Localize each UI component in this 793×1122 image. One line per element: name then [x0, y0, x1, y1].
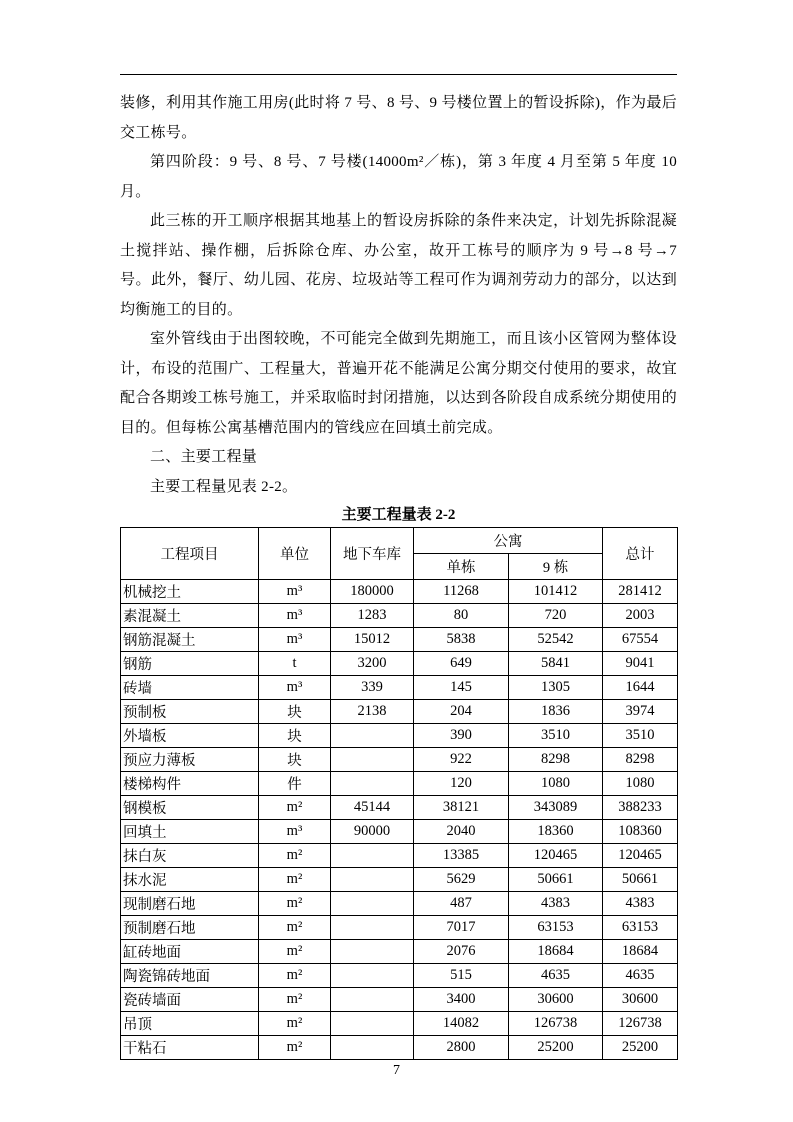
cell-nine: 1080	[509, 772, 603, 796]
cell-single: 515	[414, 964, 509, 988]
cell-garage	[331, 1012, 414, 1036]
page-content	[120, 89, 677, 1060]
cell-unit: m²	[259, 844, 331, 868]
cell-project: 抹白灰	[121, 844, 259, 868]
table-row	[121, 892, 678, 916]
header-nine: 9 栋	[509, 554, 603, 580]
cell-total: 3510	[603, 724, 678, 748]
cell-garage	[331, 772, 414, 796]
cell-project: 瓷砖墙面	[121, 988, 259, 1012]
cell-nine: 18360	[509, 820, 603, 844]
cell-total: 9041	[603, 652, 678, 676]
cell-garage	[331, 940, 414, 964]
cell-project: 砖墙	[121, 676, 259, 700]
header-project: 工程项目	[121, 528, 259, 580]
cell-garage	[331, 748, 414, 772]
table-row	[121, 628, 678, 652]
cell-unit: t	[259, 652, 331, 676]
cell-total: 25200	[603, 1036, 678, 1060]
table-row	[121, 580, 678, 604]
cell-unit: 块	[259, 700, 331, 724]
cell-nine: 1305	[509, 676, 603, 700]
cell-project: 预应力薄板	[121, 748, 259, 772]
cell-project: 外墙板	[121, 724, 259, 748]
cell-nine: 720	[509, 604, 603, 628]
table-row	[121, 700, 678, 724]
cell-unit: m²	[259, 1012, 331, 1036]
cell-nine: 343089	[509, 796, 603, 820]
cell-nine: 18684	[509, 940, 603, 964]
cell-garage	[331, 892, 414, 916]
header-row-1	[121, 528, 678, 554]
cell-unit: m²	[259, 868, 331, 892]
table-row	[121, 748, 678, 772]
cell-total: 4383	[603, 892, 678, 916]
cell-nine: 120465	[509, 844, 603, 868]
cell-unit: m³	[259, 628, 331, 652]
cell-single: 3400	[414, 988, 509, 1012]
cell-project: 楼梯构件	[121, 772, 259, 796]
section-heading: 二、主要工程量	[150, 449, 258, 465]
cell-unit: m²	[259, 988, 331, 1012]
table-row	[121, 652, 678, 676]
cell-garage	[331, 964, 414, 988]
cell-total: 63153	[603, 916, 678, 940]
paragraph: 室外管线由于出图较晚，不可能完全做到先期施工，而且该小区管网为整体设计，布设的范围广、工程量大，普遍开花不能满足公寓分期交付使用的要求，故宜配合各期竣工栋号施工，并采取临时封闭措施，以达到各阶段自成系统分期使用的目的。但每栋公寓基槽范围内的管线应在回填土前完成。	[120, 331, 677, 436]
cell-unit: m²	[259, 1036, 331, 1060]
cell-nine: 25200	[509, 1036, 603, 1060]
cell-garage	[331, 988, 414, 1012]
cell-single: 120	[414, 772, 509, 796]
cell-nine: 5841	[509, 652, 603, 676]
cell-total: 281412	[603, 580, 678, 604]
cell-project: 回填土	[121, 820, 259, 844]
table-row	[121, 724, 678, 748]
header-unit: 单位	[259, 528, 331, 580]
table-header	[121, 528, 678, 580]
cell-total: 126738	[603, 1012, 678, 1036]
cell-garage	[331, 1036, 414, 1060]
header-garage: 地下车库	[331, 528, 414, 580]
cell-single: 2076	[414, 940, 509, 964]
header-total: 总计	[603, 528, 678, 580]
cell-garage: 45144	[331, 796, 414, 820]
cell-nine: 63153	[509, 916, 603, 940]
cell-project: 吊顶	[121, 1012, 259, 1036]
cell-project: 干粘石	[121, 1036, 259, 1060]
cell-garage: 180000	[331, 580, 414, 604]
cell-nine: 50661	[509, 868, 603, 892]
cell-unit: m²	[259, 964, 331, 988]
table-row	[121, 772, 678, 796]
cell-project: 机械挖土	[121, 580, 259, 604]
cell-single: 649	[414, 652, 509, 676]
cell-total: 18684	[603, 940, 678, 964]
cell-total: 2003	[603, 604, 678, 628]
table-row	[121, 868, 678, 892]
cell-single: 13385	[414, 844, 509, 868]
table-row	[121, 916, 678, 940]
cell-total: 30600	[603, 988, 678, 1012]
cell-single: 204	[414, 700, 509, 724]
cell-nine: 8298	[509, 748, 603, 772]
cell-project: 素混凝土	[121, 604, 259, 628]
cell-nine: 1836	[509, 700, 603, 724]
cell-unit: m³	[259, 604, 331, 628]
cell-garage	[331, 916, 414, 940]
cell-total: 4635	[603, 964, 678, 988]
cell-total: 388233	[603, 796, 678, 820]
cell-unit: m²	[259, 940, 331, 964]
cell-garage: 3200	[331, 652, 414, 676]
cell-nine: 126738	[509, 1012, 603, 1036]
cell-nine: 3510	[509, 724, 603, 748]
cell-total: 50661	[603, 868, 678, 892]
table-row	[121, 988, 678, 1012]
table-row	[121, 1012, 678, 1036]
header-apartment-group: 公寓	[414, 528, 603, 554]
cell-project: 钢筋	[121, 652, 259, 676]
table-row	[121, 796, 678, 820]
cell-garage: 1283	[331, 604, 414, 628]
paragraph: 第四阶段：9 号、8 号、7 号楼(14000m²／栋)，第 3 年度 4 月至第 5 年度 10 月。	[120, 154, 677, 200]
cell-nine: 30600	[509, 988, 603, 1012]
cell-project: 预制磨石地	[121, 916, 259, 940]
table-row	[121, 604, 678, 628]
cell-unit: 件	[259, 772, 331, 796]
header-rule	[120, 74, 677, 75]
cell-total: 108360	[603, 820, 678, 844]
cell-single: 922	[414, 748, 509, 772]
table-row	[121, 1036, 678, 1060]
cell-project: 缸砖地面	[121, 940, 259, 964]
cell-single: 14082	[414, 1012, 509, 1036]
cell-project: 陶瓷锦砖地面	[121, 964, 259, 988]
cell-nine: 52542	[509, 628, 603, 652]
cell-total: 120465	[603, 844, 678, 868]
paragraph: 此三栋的开工顺序根据其地基上的暂设房拆除的条件来决定，计划先拆除混凝土搅拌站、操作棚，后拆除仓库、办公室，故开工栋号的顺序为 9 号→8 号→7 号。此外，餐厅、幼儿园、花房、垃圾站等工程可作为调剂劳动力的部分，以达到均衡施工的目的。	[120, 213, 677, 318]
cell-garage	[331, 844, 414, 868]
cell-single: 145	[414, 676, 509, 700]
cell-project: 抹水泥	[121, 868, 259, 892]
cell-total: 1080	[603, 772, 678, 796]
cell-unit: m²	[259, 796, 331, 820]
cell-project: 预制板	[121, 700, 259, 724]
table-row	[121, 676, 678, 700]
cell-single: 487	[414, 892, 509, 916]
cell-unit: m²	[259, 916, 331, 940]
table-row	[121, 820, 678, 844]
table-row	[121, 844, 678, 868]
cell-garage: 339	[331, 676, 414, 700]
cell-single: 2800	[414, 1036, 509, 1060]
cell-garage	[331, 868, 414, 892]
cell-single: 5838	[414, 628, 509, 652]
cell-unit: 块	[259, 748, 331, 772]
cell-single: 38121	[414, 796, 509, 820]
cell-garage	[331, 724, 414, 748]
paragraph: 装修，利用其作施工用房(此时将 7 号、8 号、9 号楼位置上的暂设拆除)，作为最后交工栋号。	[120, 95, 677, 141]
cell-unit: m³	[259, 820, 331, 844]
cell-total: 1644	[603, 676, 678, 700]
cell-unit: m³	[259, 676, 331, 700]
cell-single: 5629	[414, 868, 509, 892]
cell-single: 2040	[414, 820, 509, 844]
paragraph: 主要工程量见表 2-2。	[150, 478, 298, 495]
cell-total: 67554	[603, 628, 678, 652]
table-row	[121, 940, 678, 964]
table-body	[121, 580, 678, 1060]
cell-unit: m²	[259, 892, 331, 916]
cell-garage: 90000	[331, 820, 414, 844]
page-number: 7	[393, 1063, 400, 1078]
cell-project: 现制磨石地	[121, 892, 259, 916]
cell-garage: 2138	[331, 700, 414, 724]
cell-unit: m³	[259, 580, 331, 604]
cell-single: 7017	[414, 916, 509, 940]
table-title: 主要工程量表 2-2	[341, 507, 456, 523]
header-single: 单栋	[414, 554, 509, 580]
cell-garage: 15012	[331, 628, 414, 652]
cell-nine: 4635	[509, 964, 603, 988]
cell-single: 390	[414, 724, 509, 748]
cell-total: 8298	[603, 748, 678, 772]
cell-single: 80	[414, 604, 509, 628]
cell-project: 钢模板	[121, 796, 259, 820]
cell-nine: 101412	[509, 580, 603, 604]
cell-single: 11268	[414, 580, 509, 604]
table-row	[121, 964, 678, 988]
cell-project: 钢筋混凝土	[121, 628, 259, 652]
cell-unit: 块	[259, 724, 331, 748]
cell-total: 3974	[603, 700, 678, 724]
quantities-table	[120, 527, 678, 1060]
cell-nine: 4383	[509, 892, 603, 916]
